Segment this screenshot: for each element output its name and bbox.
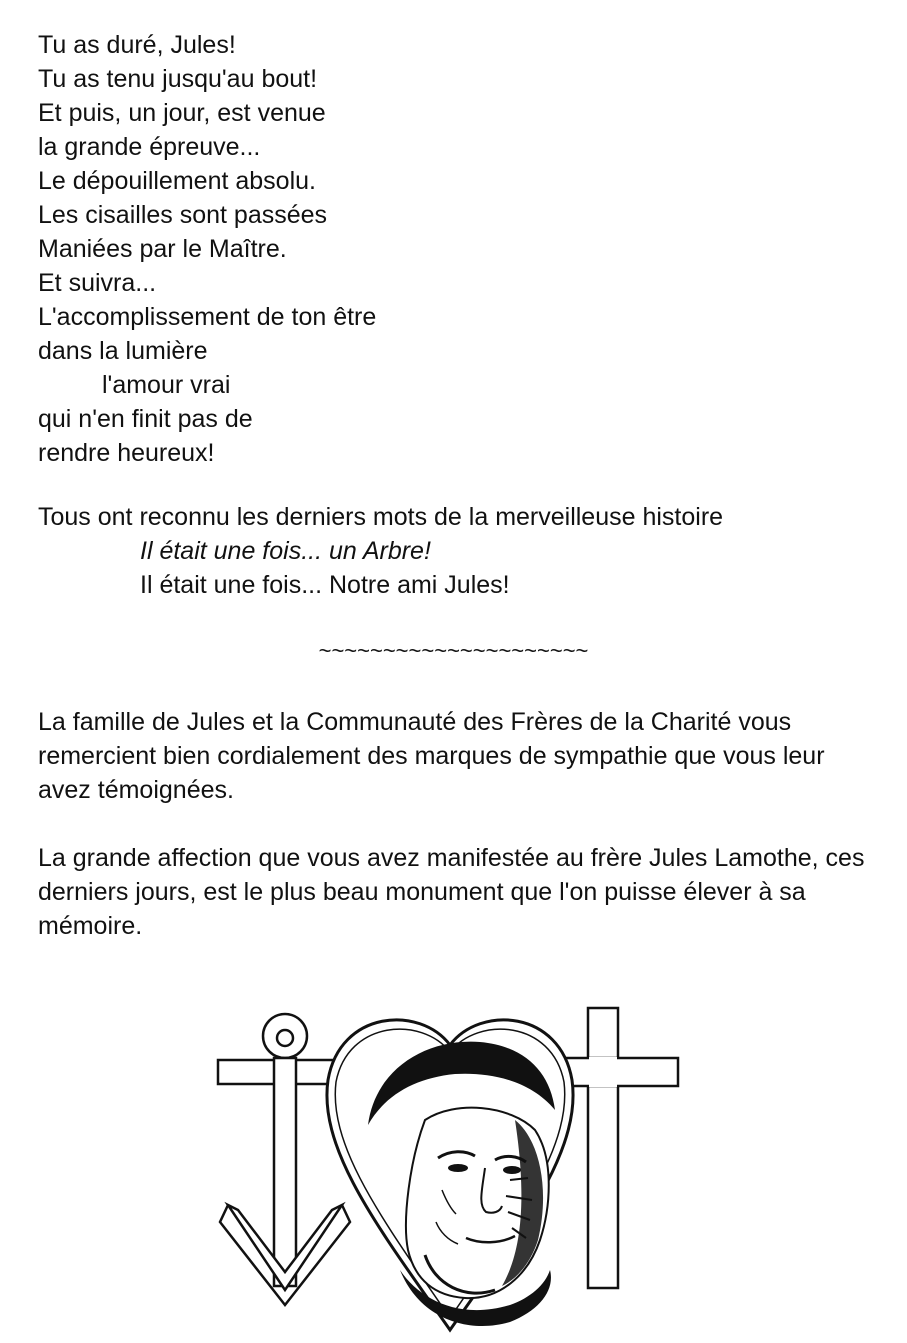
poem-line: Les cisailles sont passées: [38, 201, 328, 229]
poem-line: Et suivra...: [38, 269, 157, 297]
thanks-paragraph-2: La grande affection que vous avez manifestée au frère Jules Lamothe, ces derniers jours, est le plus beau monument que l'on puisse élever à sa mémoire.: [38, 844, 865, 940]
poem-line: L'accomplissement de ton être: [38, 303, 377, 331]
poem-line: Tu as duré, Jules!: [38, 31, 236, 59]
poem-line: Le dépouillement absolu.: [38, 167, 316, 195]
poem-line: rendre heureux!: [38, 439, 215, 467]
poem-line: qui n'en finit pas de: [38, 405, 253, 433]
separator-text: ~~~~~~~~~~~~~~~~~~~~~: [318, 638, 589, 663]
poem-line: Et puis, un jour, est venue: [38, 99, 326, 127]
closing-final-line: Il était une fois... Notre ami Jules!: [140, 571, 510, 599]
poem-line: Tu as tenu jusqu'au bout!: [38, 65, 318, 93]
poem-line: dans la lumière: [38, 337, 208, 365]
poem: [38, 28, 878, 470]
separator: [0, 638, 907, 664]
poem-line-indented: l'amour vrai: [102, 371, 231, 399]
closing-lines: [38, 500, 878, 602]
poem-line: Maniées par le Maître.: [38, 235, 287, 263]
poem-line: la grande épreuve...: [38, 133, 261, 161]
emblem: [210, 1000, 690, 1335]
closing-intro: Tous ont reconnu les derniers mots de la merveilleuse histoire: [38, 503, 724, 531]
thanks-paragraph-1: La famille de Jules et la Communauté des Frères de la Charité vous remercient bien cordialement des marques de sympathie que vous leur avez témoignées.: [38, 708, 825, 804]
closing-italic-line: Il était une fois... un Arbre!: [140, 537, 431, 565]
